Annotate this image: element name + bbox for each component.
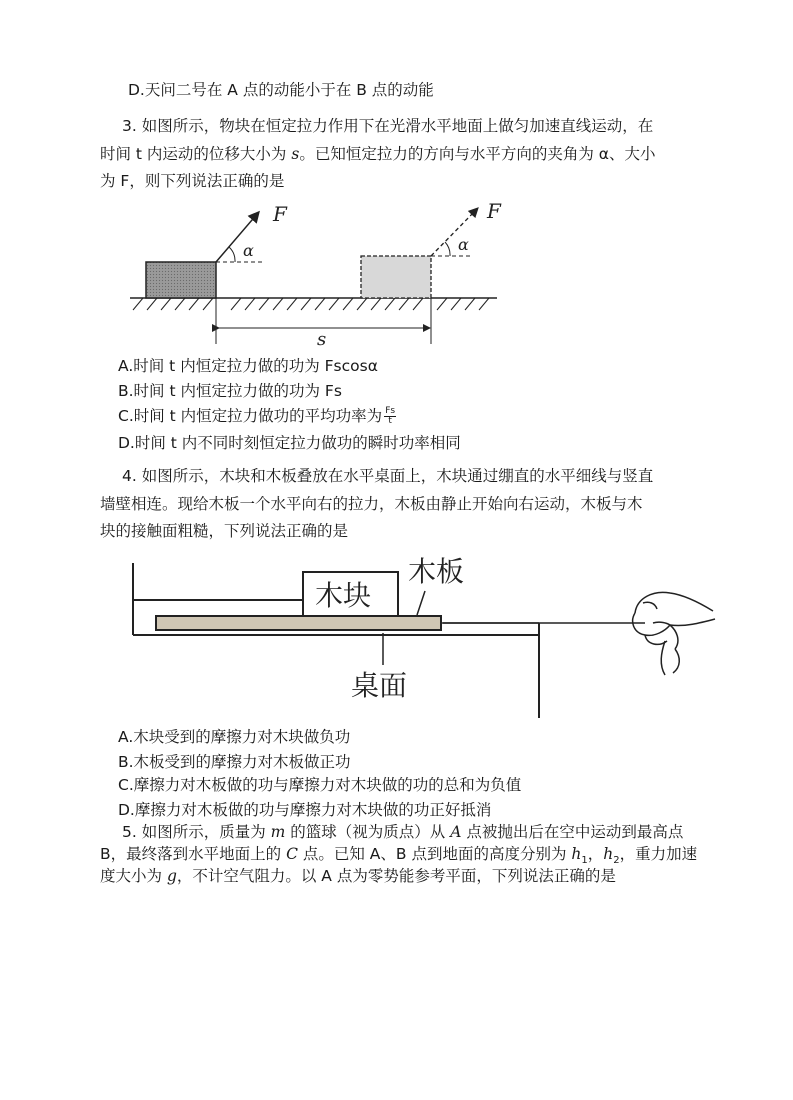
q4-option-d: D.摩擦力对木板做的功与摩擦力对木块做的功正好抵消: [118, 801, 492, 819]
q4-stem-line1: 4. 如图所示，木块和木板叠放在水平桌面上，木块通过绷直的水平细线与竖直: [122, 467, 654, 485]
hand-icon: [633, 592, 715, 675]
svg-text:α: α: [458, 235, 469, 254]
q3-ground-hatch: [133, 298, 489, 310]
q3-block-end: [361, 256, 431, 298]
q4-option-b: B.木板受到的摩擦力对木板做正功: [118, 753, 351, 771]
q3-option-b: B.时间 t 内恒定拉力做的功为 Fs: [118, 382, 342, 400]
q3-option-c-fraction: $\frac{Fs}{t}$: [385, 406, 396, 426]
q3-angle-label: α: [243, 241, 254, 260]
q4-board: [156, 616, 441, 630]
q3-force-label: F: [273, 202, 287, 226]
q3-stem-line1: 3. 如图所示，物块在恒定拉力作用下在光滑水平地面上做匀加速直线运动，在: [122, 117, 654, 135]
q2-option-d: D.天问二号在 A 点的动能小于在 B 点的动能: [128, 81, 434, 99]
svg-text:F: F: [487, 199, 501, 223]
q4-board-label: 木板: [408, 555, 465, 588]
q3-stem-line3: 为 F，则下列说法正确的是: [100, 172, 285, 190]
q3-displacement-label: s: [317, 329, 327, 348]
q3-option-d: D.时间 t 内不同时刻恒定拉力做功的瞬时功率相同: [118, 434, 461, 452]
q4-option-a: A.木块受到的摩擦力对木块做负功: [118, 728, 351, 746]
q3-stem-line2: 时间 t 内运动的位移大小为 s。已知恒定拉力的方向与水平方向的夹角为 α、大小: [100, 145, 656, 163]
q4-block-label: 木块: [315, 579, 372, 612]
q4-table-label: 桌面: [351, 669, 408, 702]
q4-option-c: C.摩擦力对木板做的功与摩擦力对木块做的功的总和为负值: [118, 776, 522, 794]
q3-block-start: [146, 262, 216, 298]
q5-stem-line1: 5. 如图所示，质量为 m 的篮球（视为质点）从 A 点被抛出后在空中运动到最高点: [122, 823, 684, 841]
q4-figure: [125, 553, 725, 718]
q3-option-a: A.时间 t 内恒定拉力做的功为 Fscosα: [118, 357, 378, 375]
q3-option-c: C.时间 t 内恒定拉力做功的平均功率为 $\frac{Fs}{t}$: [118, 406, 396, 426]
q5-stem-line3: 度大小为 g，不计空气阻力。以 A 点为零势能参考平面，下列说法正确的是: [100, 867, 616, 885]
q4-stem-line2: 墙壁相连。现给木板一个水平向右的拉力，木板由静止开始向右运动，木板与木: [100, 495, 643, 513]
q5-stem-line2: B，最终落到水平地面上的 C 点。已知 A、B 点到地面的高度分别为 $h_1$，$h_2$，重力加速: [100, 845, 698, 867]
q4-stem-line3: 块的接触面粗糙，下列说法正确的是: [100, 522, 349, 540]
q3-figure: [125, 198, 525, 348]
